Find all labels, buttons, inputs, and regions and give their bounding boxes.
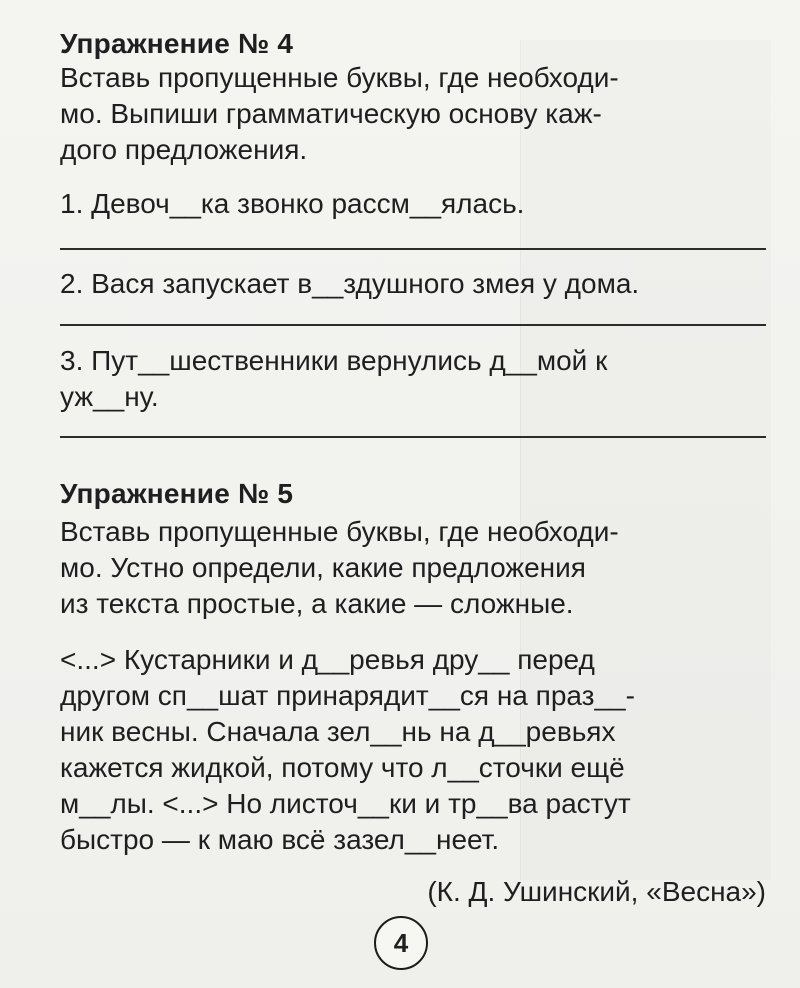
answer-line-3 (60, 436, 766, 438)
exercise-4-instruction: Вставь пропущенные буквы, где необходи- мо. Выпиши грамматическую основу каж- дого предложения. (60, 62, 619, 165)
exercise-4-sentence-1: 1. Девоч__ка звонко рассм__ялась. (60, 188, 525, 219)
answer-line-2 (60, 324, 766, 326)
exercise-4-sentence-3: 3. Пут__шественники вернулись д__мой к уж__ну. (60, 345, 608, 412)
exercise-4-sentence-2: 2. Вася запускает в__здушного змея у дома. (60, 268, 640, 299)
page-number: 4 (374, 916, 428, 970)
exercise-5-text: <...> Кустарники и д__ревья дру__ перед другом сп__шат принарядит__ся на праз__- ник весны. Сначала зел__нь на д__ревьях кажется жидкой, потому что л__сточки ещё м__лы. <...> Но листоч__ки и тр__ва растут быстро — к маю всё зазел__неет. (60, 644, 635, 855)
answer-line-1 (60, 248, 766, 250)
exercise-5-instruction: Вставь пропущенные буквы, где необходи- мо. Устно определи, какие предложения из текста простые, а какие — сложные. (60, 516, 619, 619)
exercise-4-title: Упражнение № 4 (60, 28, 294, 59)
text-source: (К. Д. Ушинский, «Весна») (427, 876, 766, 907)
exercise-5-title: Упражнение № 5 (60, 478, 294, 509)
